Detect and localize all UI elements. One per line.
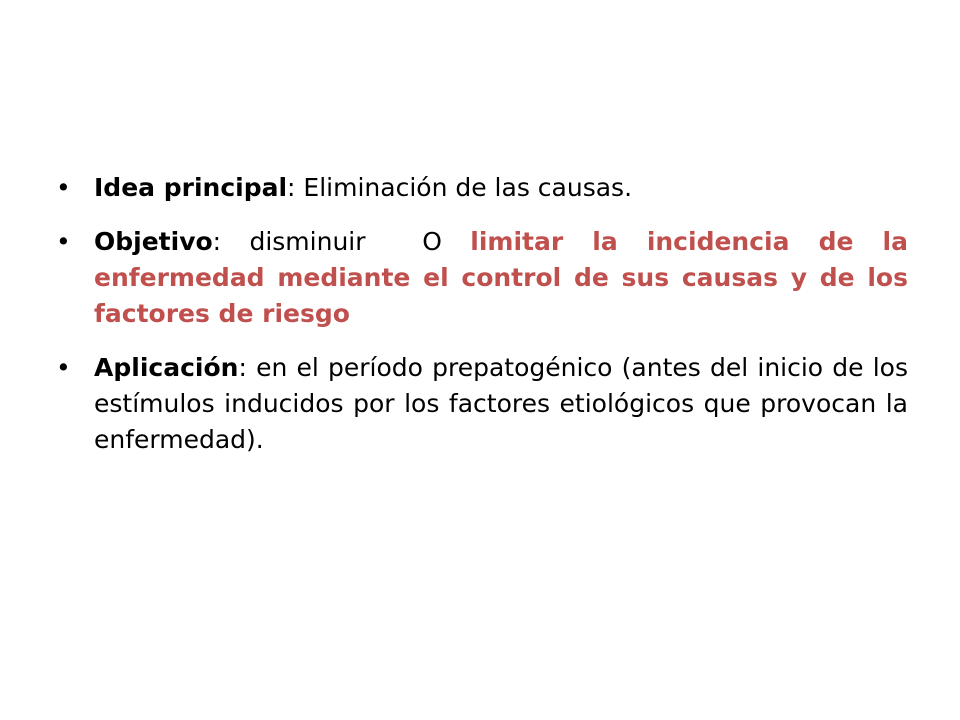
bullet-item-objetivo <box>54 224 908 332</box>
bullet-text: disminuir O <box>221 227 471 256</box>
bullet-list <box>54 170 908 476</box>
bullet-text: en el período prepatogénico (antes del inicio de los estímulos inducidos por los factores etiológicos que provocan la enfermedad). <box>94 353 908 454</box>
bullet-item-idea-principal <box>54 170 908 206</box>
bullet-emphasis-text: limitar la incidencia de la enfermedad mediante el control de sus causas y de los factores de riesgo <box>94 227 908 328</box>
bullet-separator: : <box>287 173 296 202</box>
bullet-dot-icon: • <box>56 353 71 382</box>
bullet-dot-icon: • <box>56 173 71 202</box>
bullet-item-aplicacion <box>54 350 908 458</box>
bullet-dot-icon: • <box>56 227 71 256</box>
bullet-label: Idea principal <box>94 173 288 202</box>
bullet-text: Eliminación de las causas. <box>295 173 633 202</box>
bullet-separator: : <box>212 227 222 256</box>
bullet-label: Aplicación <box>94 353 239 382</box>
bullet-label: Objetivo <box>94 227 213 256</box>
bullet-separator: : <box>238 353 247 382</box>
